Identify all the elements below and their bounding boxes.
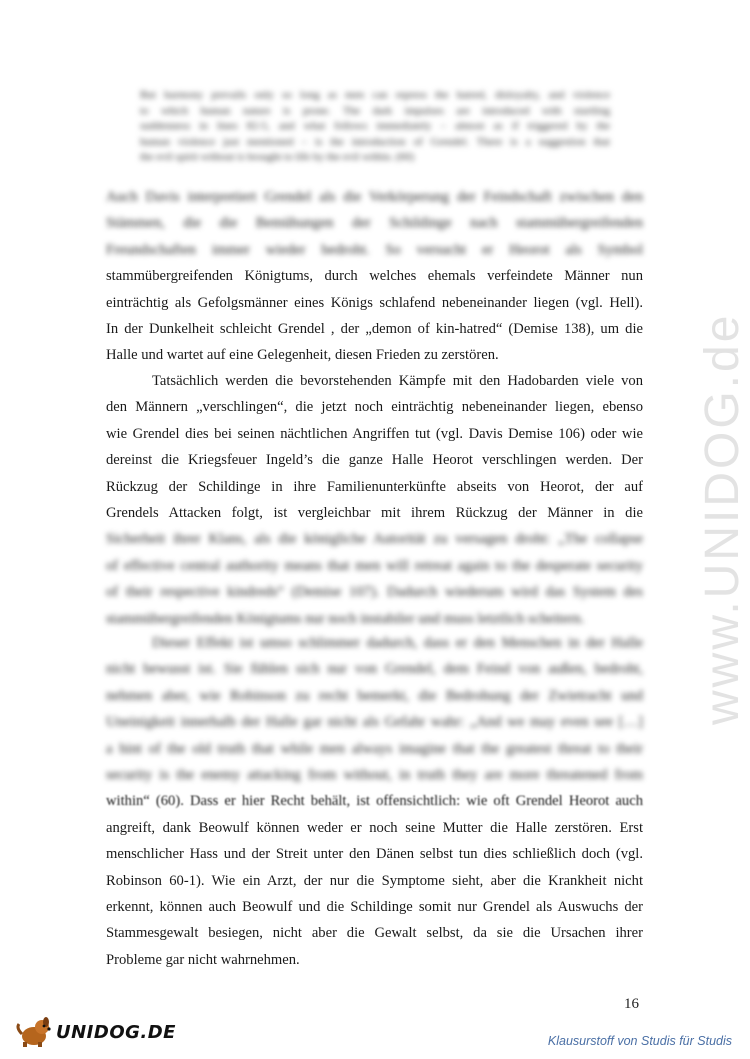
text-line: Rückzug der Schildinge in ihre Familienunterkünfte abseits von Heorot, der auf	[106, 478, 643, 495]
unidog-logo	[14, 1020, 176, 1050]
text-line: Probleme gar nicht wahrnehmen.	[106, 951, 300, 968]
paragraph-3	[106, 630, 643, 973]
footer-tagline: Klausurstoff von Studis für Studis	[547, 1034, 732, 1048]
blurred-line: of effective central authority means that men will retreat again to the desperate security	[106, 557, 643, 574]
quote-line: But harmony prevails only so long as men can repress the hatred, disloyalty, and violence	[140, 89, 610, 101]
quote-line: the evil spirit without is brought to life by the evil within. (60)	[140, 151, 415, 163]
blurred-line: Sicherheit ihrer Klans, als die königliche Autorität zu versagen droht: „The collapse	[106, 531, 643, 548]
text-line: Stammesgewalt besiegen, nicht aber die Gewalt selbst, da sie die Ursachen ihrer	[106, 925, 643, 942]
text-line: angreift, dank Beowulf können weder er noch seine Mutter die Halle zerstören. Erst	[106, 819, 643, 836]
blurred-line: of their respective kindreds“ (Demise 107). Dadurch wiederum wird das System des	[106, 584, 643, 601]
text-line: wie Grendel dies bei seinen nächtlichen Angriffen tut (vgl. Davis Demise 106) oder wie	[106, 425, 643, 442]
text-line: menschlicher Hass und der Streit unter den Dänen selbst tun dies schließlich doch (vgl.	[106, 846, 643, 863]
quote-line: suddenness in lines 82-5, and what follows immediately – almost as if triggered by the	[140, 120, 610, 132]
blurred-line: Dieser Effekt ist umso schlimmer dadurch, dass er den Menschen in der Halle	[152, 635, 643, 651]
blurred-line: a hint of the old truth that while men always imagine that the greatest threat to their	[106, 740, 643, 757]
text-line: einträchtig als Gefolgsmänner eines Königs schlafend nebeneinander liegen (vgl. Hell).	[106, 294, 643, 311]
dog-icon	[14, 1016, 54, 1048]
page-number: 16	[624, 996, 639, 1012]
blurred-line: Auch Davis interpretiert Grendel als die Verkörperung der Feindschaft zwischen den	[106, 189, 643, 205]
text-line: Grendels Attacken folgt, ist vergleichbar mit ihrem Rückzug der Männer in die	[106, 505, 643, 522]
text-line: Tatsächlich werden die bevorstehenden Kämpfe mit den Hadobarden viele von	[152, 373, 643, 389]
logo-text: UNIDOG.DE	[56, 1022, 176, 1043]
blurred-line: Freundschaften immer wieder bedroht. So versucht er Heorot als Symbol	[106, 241, 643, 258]
blurred-line: nehmen aber, wie Robinson zu recht bemerkt, die Bedrohung der Zwietracht und	[106, 687, 643, 704]
blurred-line: security is the enemy attacking from without, in truth they are more threatened from	[106, 767, 643, 784]
blurred-line: nicht bewusst ist. Sie fühlen sich nur von Grendel, dem Feind von außen, bedroht,	[106, 661, 643, 678]
text-line: erkennt, können auch Beowulf und die Schildinge somit nur Grendel als Auswuchs der	[106, 899, 643, 916]
quote-line: to which human nature is prone. The dark impulses are introduced with startling	[140, 104, 610, 117]
paragraph-2	[106, 368, 643, 632]
blurred-line: Stämmen, die die Bemühungen der Schildinge nach stammübergreifenden	[106, 215, 643, 232]
watermark: www.UNIDOG.de	[696, 312, 749, 725]
block-quote	[140, 88, 610, 166]
text-line: stammübergreifenden Königtums, durch welches ehemals verfeindete Männer nun	[106, 268, 643, 285]
blurred-line: Uneinigkeit innerhalb der Halle gar nicht als Gefahr wahr: „And we may even see […]	[106, 714, 643, 731]
text-line: dereinst die Kriegsfeuer Ingeld’s die ganze Halle Heorot verschlingen werden. Der	[106, 452, 643, 469]
partially-blurred-line: within“ (60). Dass er hier Recht behält, ist offensichtlich: wie oft Grendel Heorot auch	[106, 793, 643, 810]
quote-line: human violence just mentioned – is the introduction of Grendel. There is a suggestion that	[140, 135, 610, 148]
text-line: Robinson 60-1). Wie ein Arzt, der nur die Symptome sieht, aber die Krankheit nicht	[106, 872, 643, 889]
text-line: den Männern „verschlingen“, die jetzt noch einträchtig nebeneinander liegen, ebenso	[106, 399, 643, 416]
text-line: In der Dunkelheit schleicht Grendel , der „demon of kin-hatred“ (Demise 138), um die	[106, 321, 643, 338]
text-line: Halle und wartet auf eine Gelegenheit, diesen Frieden zu zerstören.	[106, 347, 499, 364]
blurred-line: stammübergreifenden Königtums nur noch instabiler und muss letztlich scheitern.	[106, 610, 585, 627]
paragraph-1	[106, 184, 643, 369]
